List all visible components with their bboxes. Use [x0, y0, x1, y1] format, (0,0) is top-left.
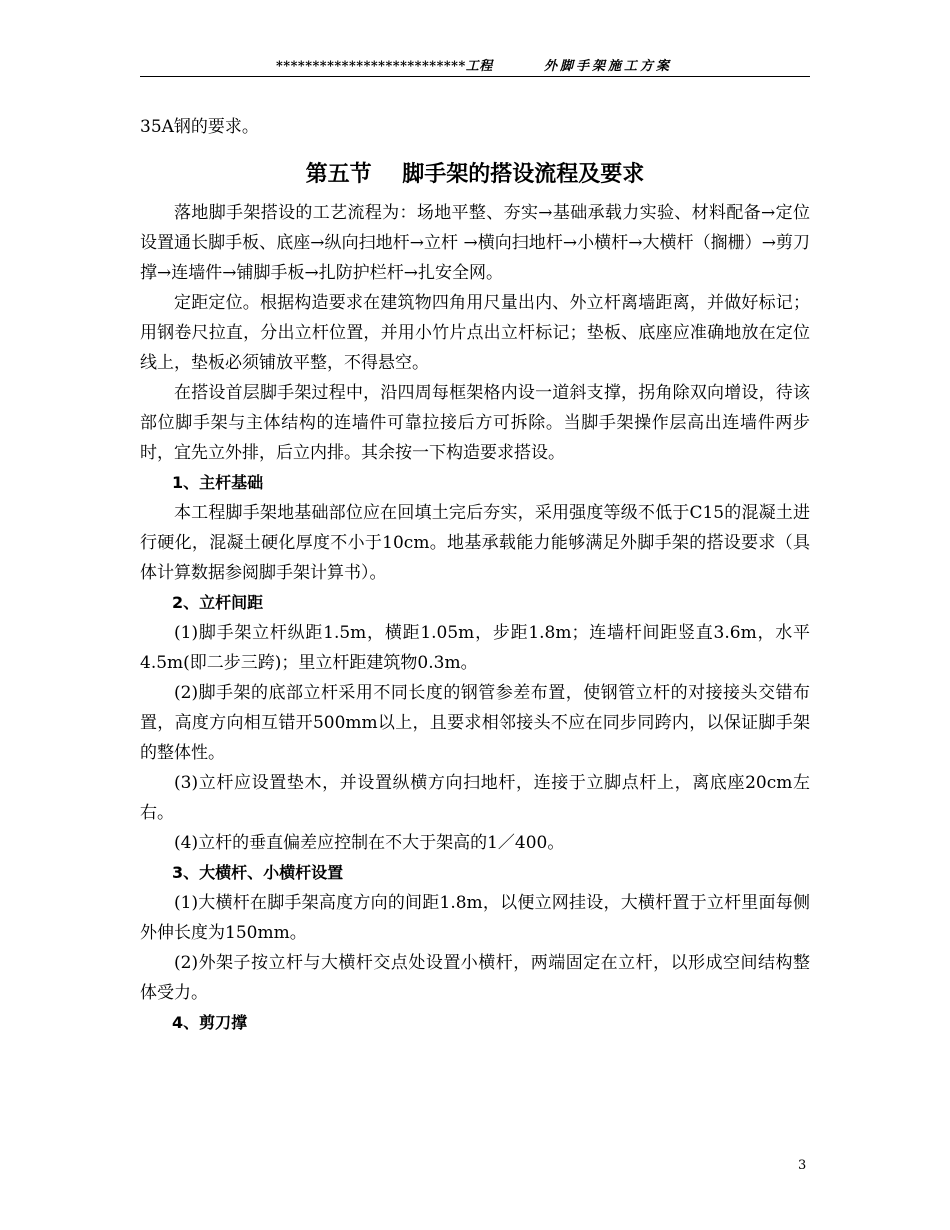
heading-pole-spacing: 2、立杆间距	[172, 593, 264, 612]
header-project-name: **************************工程	[276, 59, 493, 74]
paragraph-spacing-3: (3)立杆应设置垫木，并设置纵横方向扫地杆，连接于立脚点杆上，离底座20cm左右。	[140, 773, 810, 823]
paragraph-ledgers-1: (1)大横杆在脚手架高度方向的间距1.8m，以便立网挂设，大横杆置于立杆里面每侧外伸长度为150mm。	[140, 893, 810, 943]
paragraph-spacing-4: (4)立杆的垂直偏差应控制在不大于架高的1／400。	[174, 833, 565, 853]
page-number: 3	[798, 1158, 807, 1173]
section-title: 第五节 脚手架的搭设流程及要求	[305, 162, 645, 187]
paragraph-foundation: 本工程脚手架地基础部位应在回填土完后夯实，采用强度等级不低于C15的混凝土进行硬化，混凝土硬化厚度不小于10cm。地基承载能力能够满足外脚手架的搭设要求（具体计算数据参阅脚手架计算书）。	[140, 503, 810, 583]
paragraph-spacing-1: (1)脚手架立杆纵距1.5m，横距1.05m，步距1.8m；连墙杆间距竖直3.6m，水平4.5m(即二步三跨)；里立杆距建筑物0.3m。	[140, 623, 810, 673]
paragraph-spacing-2: (2)脚手架的底部立杆采用不同长度的钢管参差布置，使钢管立杆的对接接头交错布置，高度方向相互错开500mm以上，且要求相邻接头不应在同步同跨内，以保证脚手架的整体性。	[140, 683, 810, 763]
page-header	[140, 52, 810, 77]
paragraph-continued: 35A钢的要求。	[140, 117, 259, 137]
heading-ledgers: 3、大横杆、小横杆设置	[172, 863, 344, 882]
heading-foundation: 1、主杆基础	[172, 473, 264, 492]
page-content	[140, 112, 810, 1038]
paragraph-process-flow: 落地脚手架搭设的工艺流程为：场地平整、夯实→基础承载力实验、材料配备→定位设置通长脚手板、底座→纵向扫地杆→立杆 →横向扫地杆→小横杆→大横杆（搁栅）→剪刀撑→连墙件→铺脚手板→扎防护栏杆→扎安全网。	[140, 203, 810, 283]
paragraph-ledgers-2: (2)外架子按立杆与大横杆交点处设置小横杆，两端固定在立杆，以形成空间结构整体受力。	[140, 953, 810, 1003]
paragraph-positioning: 定距定位。根据构造要求在建筑物四角用尺量出内、外立杆离墙距离，并做好标记；用钢卷尺拉直，分出立杆位置，并用小竹片点出立杆标记；垫板、底座应准确地放在定位线上，垫板必须铺放平整，不得悬空。	[140, 293, 810, 373]
heading-cross-bracing: 4、剪刀撑	[172, 1013, 248, 1032]
header-document-title: 外脚手架施工方案	[544, 59, 673, 74]
paragraph-first-layer: 在搭设首层脚手架过程中，沿四周每框架格内设一道斜支撑，拐角除双向增设，待该部位脚手架与主体结构的连墙件可靠拉接后方可拆除。当脚手架操作层高出连墙件两步时，宜先立外排，后立内排。其余按一下构造要求搭设。	[140, 383, 810, 463]
